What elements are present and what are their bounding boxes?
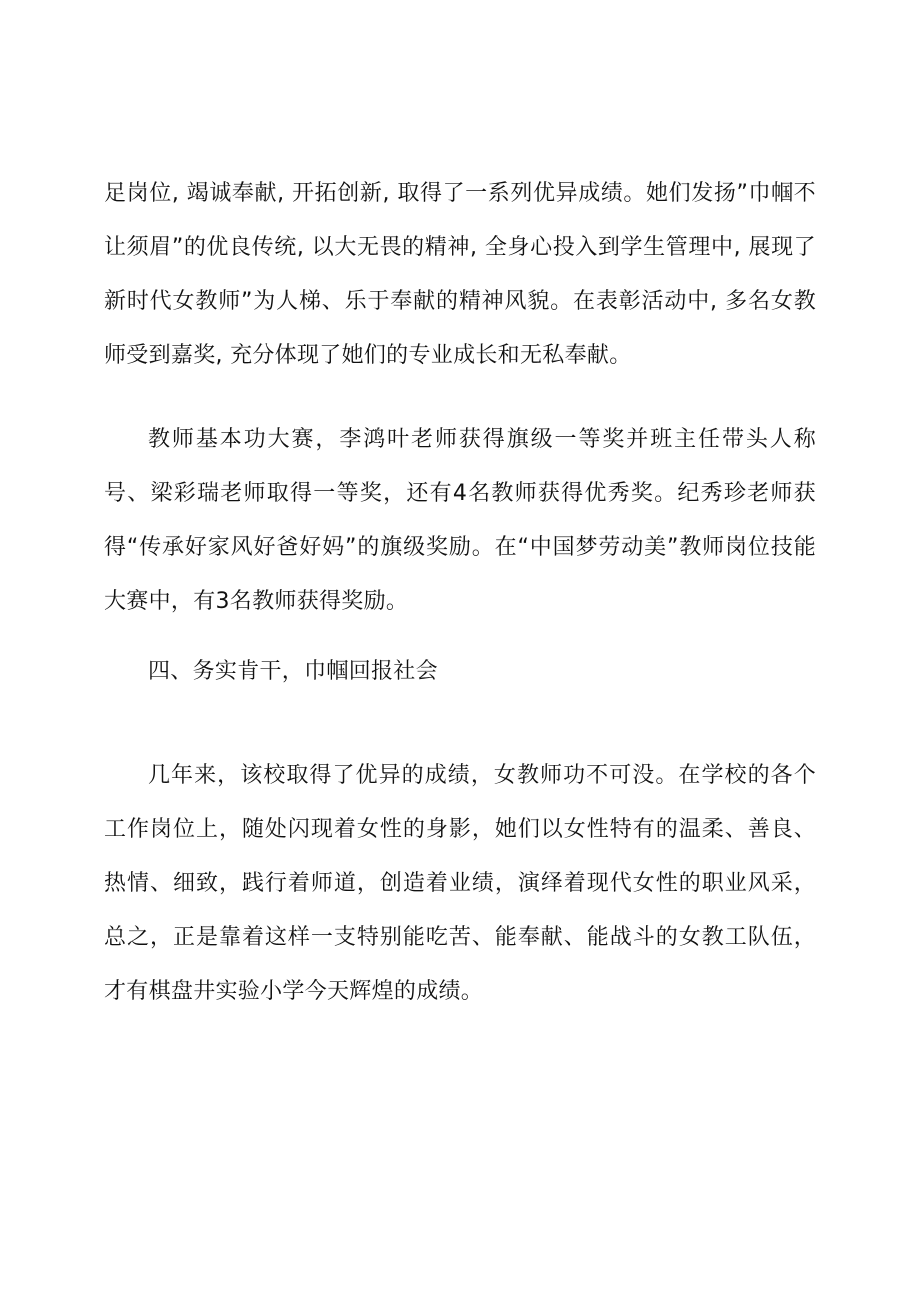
body-paragraph-conclusion: 几年来，该校取得了优异的成绩，女教师功不可没。在学校的各个工作岗位上，随处闪现着女性的身影，她们以女性特有的温柔、善良、热情、细致，践行着师道，创造着业绩，演绎着现代女性的职业风采，总之，正是靠着这样一支特别能吃苦、能奉献、能战斗的女教工队伍，才有棋盘井实验小学今天辉煌的成绩。 bbox=[104, 763, 816, 1004]
body-paragraph-continued: 足岗位, 竭诚奉献, 开拓创新, 取得了一系列优异成绩。她们发扬”巾帼不让须眉”的优良传统, 以大无畏的精神, 全身心投入到学生管理中, 展现了新时代女教师”为人梯、乐于奉献的精神风貌。在表彰活动中, 多名女教师受到嘉奖, 充分体现了她们的专业成长和无私奉献。 bbox=[104, 181, 816, 368]
body-paragraph-teacher-awards: 教师基本功大赛，李鸿叶老师获得旗级一等奖并班主任带头人称号、梁彩瑞老师取得一等奖，还有4名教师获得优秀奖。纪秀珍老师获得“传承好家风好爸好妈”的旗级奖励。在“中国梦劳动美”教师岗位技能大赛中，有3名教师获得奖励。 bbox=[104, 427, 816, 614]
section-heading: 四、务实肯干，巾帼回报社会 bbox=[148, 659, 438, 684]
